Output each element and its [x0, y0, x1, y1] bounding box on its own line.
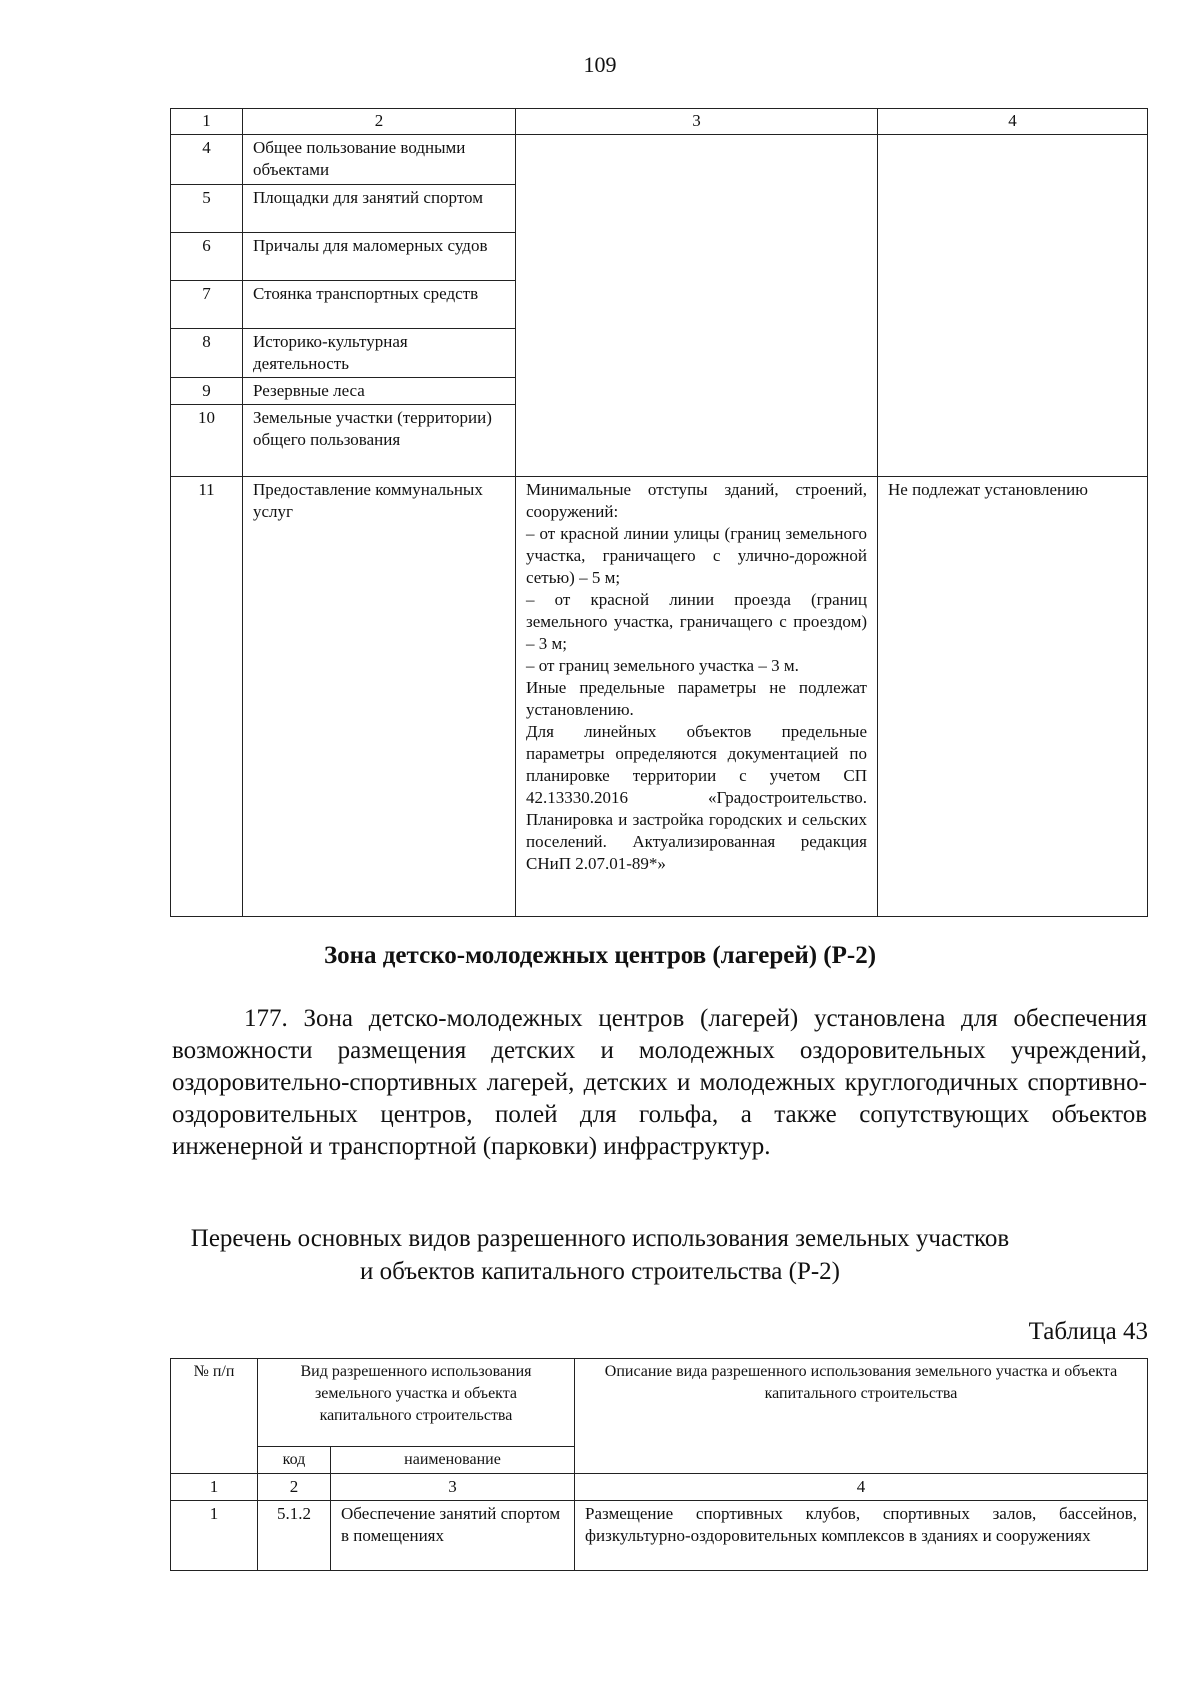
header-use-kind: Вид разрешенного использования земельного участка и объекта капитального строительства: [258, 1359, 575, 1447]
empty-merged-cell: [516, 135, 878, 477]
row-number: 6: [171, 233, 243, 281]
row-number: 11: [171, 477, 243, 917]
main-permitted-uses-table: [170, 1358, 1148, 1571]
use-name: Причалы для маломерных судов: [243, 233, 516, 281]
param-line: – от красной линии проезда (границ земельного участка, граничащего с проездом) – 3 м;: [526, 590, 867, 653]
empty-merged-cell: [878, 135, 1148, 477]
zone-heading: Зона детско-молодежных центров (лагерей) (Р-2): [323, 942, 877, 969]
table-header-row: [171, 1359, 1148, 1447]
use-name: Общее пользование водными объектами: [243, 135, 516, 185]
header-name: наименование: [331, 1447, 575, 1474]
use-name: Площадки для занятий спортом: [243, 185, 516, 233]
header-cell: 2: [243, 109, 516, 135]
use-code: 5.1.2: [258, 1501, 331, 1571]
row-number: 5: [171, 185, 243, 233]
permitted-use-table-continued: [170, 108, 1148, 917]
row-number: 1: [171, 1501, 258, 1571]
use-name: Предоставление коммунальных услуг: [243, 477, 516, 917]
limit-parameters-cell: [516, 477, 878, 917]
column-number: 2: [258, 1474, 331, 1501]
list-heading-line: и объектов капитального строительства (Р-2): [359, 1258, 841, 1285]
header-number: № п/п: [171, 1359, 258, 1474]
list-heading-line: Перечень основных видов разрешенного использования земельных участков: [190, 1225, 1010, 1252]
table-row: [171, 477, 1148, 917]
header-code: код: [258, 1447, 331, 1474]
use-name: Историко-культурная деятельность: [243, 329, 516, 378]
restrictions-cell: Не подлежат установлению: [878, 477, 1148, 917]
header-cell: 4: [878, 109, 1148, 135]
list-heading: [0, 1222, 1200, 1288]
use-name: Резервные леса: [243, 378, 516, 405]
param-line: – от границ земельного участка – 3 м.: [526, 656, 799, 675]
column-number-row: [171, 1474, 1148, 1501]
param-line: – от красной линии улицы (границ земельного участка, граничащего с улично-дорожной сетью) – 5 м;: [526, 524, 867, 587]
use-name: Стоянка транспортных средств: [243, 281, 516, 329]
table-row: [171, 135, 1148, 185]
paragraph-text: 177. Зона детско-молодежных центров (лагерей) установлена для обеспечения возможности размещения детских и молодежных оздоровительных учреждений, оздоровительно-спортивных лагерей, детских и молодежных круглогодичных спортивно-оздоровительных центров, полей для гольфа, а также сопутствующих объектов инженерной и транспортной (парковки) инфраструктур.: [172, 1005, 1147, 1160]
column-number: 3: [331, 1474, 575, 1501]
page-number: 109: [583, 52, 617, 77]
row-number: 9: [171, 378, 243, 405]
row-number: 8: [171, 329, 243, 378]
column-number: 1: [171, 1474, 258, 1501]
row-number: 10: [171, 405, 243, 477]
use-name: Обеспечение занятий спортом в помещениях: [331, 1501, 575, 1571]
body-paragraph: [172, 1003, 1147, 1163]
param-line: Для линейных объектов предельные параметры определяются документацией по планировке территории с учетом СП 42.13330.2016 «Градостроительство. Планировка и застройка городских и сельских поселений. Актуализированная редакция СНиП 2.07.01-89*»: [526, 722, 867, 873]
header-description: Описание вида разрешенного использования земельного участка и объекта капитального строительства: [575, 1359, 1148, 1474]
use-description: Размещение спортивных клубов, спортивных залов, бассейнов, физкультурно-оздоровительных комплексов в зданиях и сооружениях: [575, 1501, 1148, 1571]
table-row: [171, 1501, 1148, 1571]
use-name: Земельные участки (территории) общего пользования: [243, 405, 516, 477]
column-number: 4: [575, 1474, 1148, 1501]
row-number: 4: [171, 135, 243, 185]
row-number: 7: [171, 281, 243, 329]
table-number: Таблица 43: [1028, 1318, 1148, 1345]
param-line: Иные предельные параметры не подлежат установлению.: [526, 678, 867, 719]
table-header-row: [171, 109, 1148, 135]
header-cell: 1: [171, 109, 243, 135]
header-cell: 3: [516, 109, 878, 135]
param-line: Минимальные отступы зданий, строений, сооружений:: [526, 480, 867, 521]
